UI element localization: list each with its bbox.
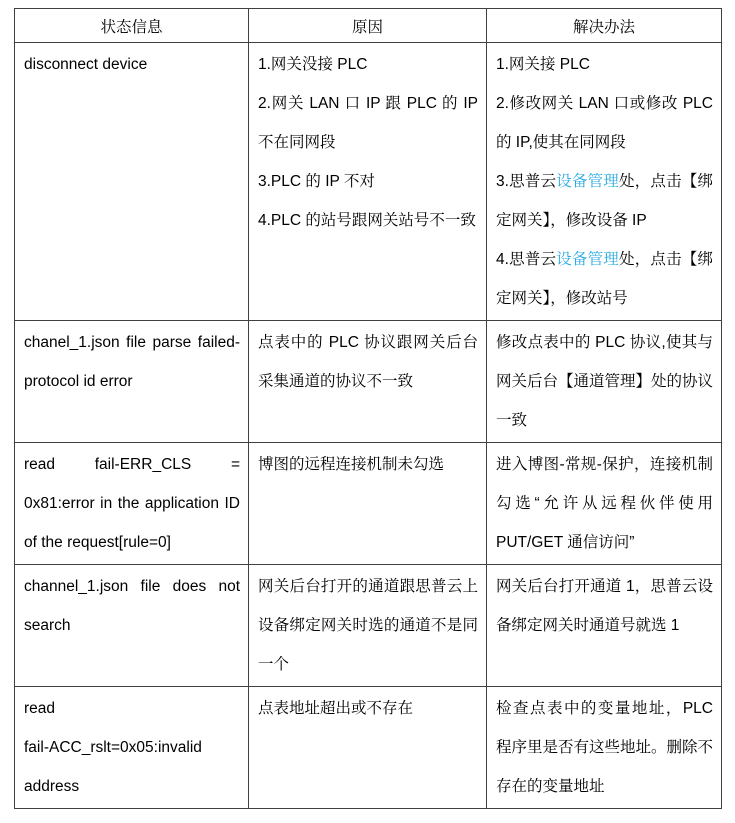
cell-status — [15, 565, 249, 687]
text-segment: 4.思普云 — [496, 251, 557, 268]
cell-solution — [487, 565, 722, 687]
text-segment: 网关后台打开通道 1，思普云设备绑定网关时通道号就选 1 — [496, 578, 713, 634]
cell-status — [15, 43, 249, 321]
text-segment: chanel_1.json file parse failed-protocol id error — [24, 334, 240, 390]
device-management-link[interactable]: 设备管理 — [556, 251, 619, 268]
device-management-link[interactable]: 设备管理 — [556, 173, 619, 190]
table-row — [15, 565, 722, 687]
text-segment: read fail-ERR_CLS = 0x81:error in the application ID of the request[rule=0] — [24, 456, 240, 551]
header-solution: 解决办法 — [487, 9, 722, 43]
cell-reason — [249, 687, 487, 809]
troubleshooting-table — [14, 8, 722, 809]
cell-paragraph — [258, 689, 478, 728]
cell-reason — [249, 565, 487, 687]
cell-paragraph — [24, 567, 240, 645]
cell-paragraph — [24, 445, 240, 562]
cell-paragraph — [496, 323, 713, 440]
text-segment: 2.网关 LAN 口 IP 跟 PLC 的 IP 不在同网段 — [258, 95, 478, 151]
text-segment: 博图的远程连接机制未勾选 — [258, 456, 445, 473]
cell-paragraph — [24, 45, 240, 84]
text-segment: 4.PLC 的站号跟网关站号不一致 — [258, 212, 476, 229]
text-segment: 1.网关没接 PLC — [258, 56, 368, 73]
cell-paragraph — [258, 201, 478, 240]
text-segment: 点表中的 PLC 协议跟网关后台采集通道的协议不一致 — [258, 334, 478, 390]
cell-paragraph — [496, 45, 713, 84]
table-row — [15, 443, 722, 565]
text-segment: 检查点表中的变量地址，PLC 程序里是否有这些地址。删除不存在的变量地址 — [496, 700, 714, 795]
text-segment: 1.网关接 PLC — [496, 56, 590, 73]
cell-paragraph — [258, 323, 478, 401]
text-segment: 修改点表中的 PLC 协议,使其与网关后台【通道管理】处的协议一致 — [496, 334, 714, 429]
cell-paragraph — [258, 45, 478, 84]
cell-status — [15, 687, 249, 809]
text-segment: read — [24, 700, 56, 717]
cell-paragraph — [258, 445, 478, 484]
text-segment: 处，点击【绑定网关】，修改站号 — [496, 251, 713, 307]
cell-paragraph — [496, 84, 713, 162]
header-status: 状态信息 — [15, 9, 249, 43]
text-segment: disconnect device — [24, 56, 148, 73]
text-segment: address — [24, 778, 80, 795]
text-segment: channel_1.json file does not search — [24, 578, 240, 634]
text-segment: 进入博图-常规-保护，连接机制勾选“允许从远程伙伴使用 PUT/GET 通信访问” — [496, 456, 713, 551]
cell-paragraph — [258, 567, 478, 684]
cell-status — [15, 443, 249, 565]
cell-status — [15, 321, 249, 443]
cell-paragraph — [496, 689, 713, 806]
cell-paragraph — [258, 84, 478, 162]
cell-solution — [487, 43, 722, 321]
cell-paragraph — [24, 767, 240, 806]
text-segment: 3.思普云 — [496, 173, 557, 190]
cell-reason — [249, 43, 487, 321]
text-segment: 点表地址超出或不存在 — [258, 700, 414, 717]
header-reason: 原因 — [249, 9, 487, 43]
cell-paragraph — [496, 240, 713, 318]
cell-paragraph — [496, 567, 713, 645]
table-row — [15, 321, 722, 443]
table-row — [15, 687, 722, 809]
cell-reason — [249, 443, 487, 565]
text-segment: 2.修改网关 LAN 口或修改 PLC 的 IP,使其在同网段 — [496, 95, 713, 151]
table-row — [15, 43, 722, 321]
cell-solution — [487, 321, 722, 443]
text-segment: 网关后台打开的通道跟思普云上设备绑定网关时选的通道不是同一个 — [258, 578, 478, 673]
table-header-row — [15, 9, 722, 43]
cell-paragraph — [24, 323, 240, 401]
text-segment: 3.PLC 的 IP 不对 — [258, 173, 375, 190]
cell-paragraph — [496, 445, 713, 562]
cell-reason — [249, 321, 487, 443]
cell-solution — [487, 687, 722, 809]
cell-paragraph — [258, 162, 478, 201]
cell-solution — [487, 443, 722, 565]
cell-paragraph — [496, 162, 713, 240]
table-body — [15, 43, 722, 809]
text-segment: 处，点击【绑定网关】，修改设备 IP — [496, 173, 713, 229]
cell-paragraph — [24, 728, 240, 767]
cell-paragraph — [24, 689, 240, 728]
text-segment: fail-ACC_rslt=0x05:invalid — [24, 739, 202, 756]
